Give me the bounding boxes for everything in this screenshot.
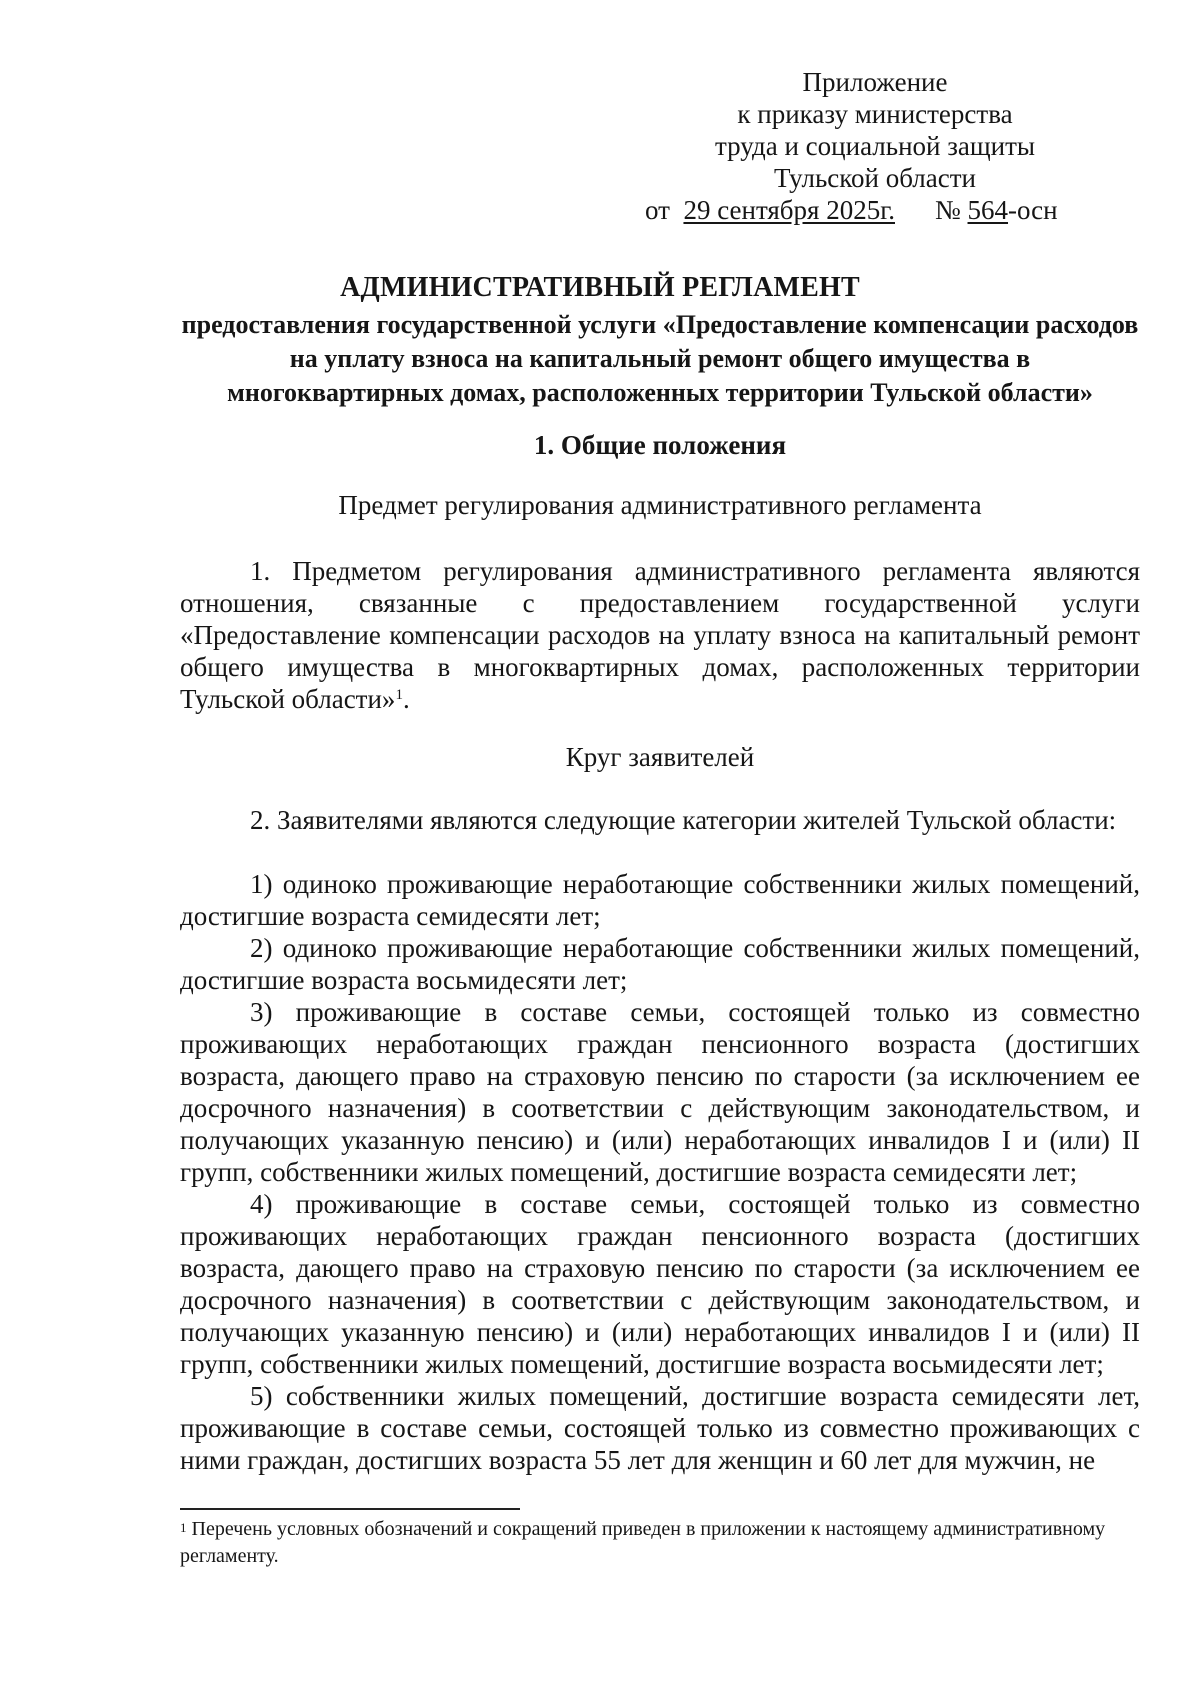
from-label: от bbox=[645, 195, 670, 225]
number-label: № bbox=[935, 195, 961, 225]
approval-block bbox=[640, 66, 1110, 226]
applicants-heading: Круг заявителей bbox=[565, 742, 755, 772]
order-reference bbox=[640, 194, 1110, 226]
approval-line-3: труда и социальной защиты bbox=[714, 131, 1036, 161]
paragraph-1-end: . bbox=[402, 684, 410, 714]
section-heading: 1. Общие положения bbox=[533, 430, 787, 460]
list-item-1: 1) одиноко проживающие неработающие собственники жилых помещений, достигшие возраста семидесяти лет; bbox=[180, 869, 1140, 931]
approval-line-2: к приказу министерства bbox=[737, 99, 1013, 129]
list-item-4: 4) проживающие в составе семьи, состоящей только из совместно проживающих неработающих граждан пенсионного возраста (достигших возраста, дающего право на страховую пенсию по старости (за исключением ее досрочного назначения) в соответствии с действующим законодательством, и получающих указанную пенсию) и (или) неработающих инвалидов I и (или) II групп, собственники жилых помещений, достигшие возраста восьмидесяти лет; bbox=[180, 1189, 1140, 1379]
footnote bbox=[180, 1516, 1140, 1570]
paragraph-1 bbox=[180, 555, 1140, 715]
order-number-suffix: -осн bbox=[1008, 195, 1058, 225]
order-date: 29 сентября 2025г. bbox=[683, 195, 895, 225]
subject-heading: Предмет регулирования административного регламента bbox=[338, 490, 982, 520]
approval-line-1: Приложение bbox=[802, 67, 948, 97]
footnote-mark: 1 bbox=[180, 1520, 187, 1535]
document-subtitle: предоставления государственной услуги «Предоставление компенсации расходов на уплату взноса на капитальный ремонт общего имущества в многоквартирных домах, расположенных территории Тульской области» bbox=[181, 310, 1139, 407]
footnote-divider bbox=[180, 1508, 520, 1510]
paragraph-2: 2. Заявителями являются следующие категории жителей Тульской области: bbox=[250, 805, 1117, 835]
paragraph-1-text: 1. Предметом регулирования административного регламента являются отношения, связанные с предоставлением государственной услуги «Предоставление компенсации расходов на уплату взноса на капитальный ремонт общего имущества в многоквартирных домах, расположенных территории Тульской области» bbox=[180, 556, 1140, 714]
document-title: АДМИНИСТРАТИВНЫЙ РЕГЛАМЕНТ bbox=[340, 272, 860, 303]
footnote-text: Перечень условных обозначений и сокращений приведен в приложении к настоящему административному регламенту. bbox=[180, 1518, 1106, 1567]
list-item-5: 5) собственники жилых помещений, достигшие возраста семидесяти лет, проживающие в составе семьи, состоящей только из совместно проживающих с ними граждан, достигших возраста 55 лет для женщин и 60 лет для мужчин, не bbox=[180, 1381, 1140, 1475]
list-item-3: 3) проживающие в составе семьи, состоящей только из совместно проживающих неработающих граждан пенсионного возраста (достигших возраста, дающего право на страховую пенсию по старости (за исключением ее досрочного назначения) в соответствии с действующим законодательством, и получающих указанную пенсию) и (или) неработающих инвалидов I и (или) II групп, собственники жилых помещений, достигшие возраста семидесяти лет; bbox=[180, 997, 1140, 1187]
order-number: 564 bbox=[967, 195, 1009, 225]
list-item-2: 2) одиноко проживающие неработающие собственники жилых помещений, достигшие возраста восьмидесяти лет; bbox=[180, 933, 1140, 995]
approval-line-4: Тульской области bbox=[774, 163, 976, 193]
footnote-ref: 1 bbox=[395, 687, 403, 703]
